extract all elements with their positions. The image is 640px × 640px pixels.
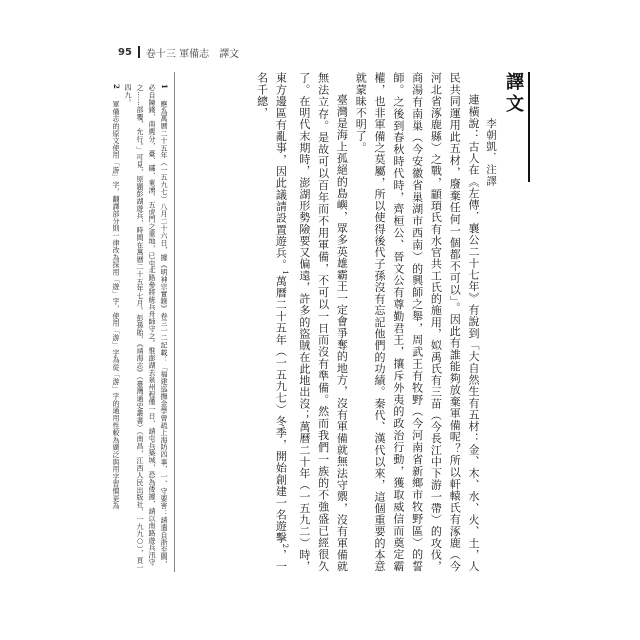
footnote-number: 1 — [160, 84, 169, 90]
running-header — [118, 44, 239, 60]
body-text — [122, 72, 482, 572]
paragraph-1-text: 連橫說：古人在《左傳．襄公二十七年》有說到「大自然生有五材：金、木、水、火、土，人民共同運用此五材，廢棄任何一個都不可以」。因此有誰能夠放棄軍備呢？所以軒轅氏有涿鹿（今河北省涿鹿縣）之戰，顓頊氏有水官共工氏的施用，姒禹氏有三苗（今長江中下游一帶）的攻伐，商湯有南巢（今安徽省巢湖市西南）的興師之舉，周武王有牧野（今河南省新鄉市牧野區）的誓師。之後到春秋時代時，齊桓公、晉文公有尊勤君王，攘斥外夷的政治行動，獲取威信而奠定霸權，也非軍備之莫屬，所以使得後代子孫沒有忘記他們的功績。秦代、漢代以來，這個重要的本意就蒙昧不明了。 — [354, 72, 480, 572]
notes-divider — [174, 72, 175, 572]
paragraph-2-end: ，一名千總， — [255, 72, 288, 572]
page-number: 95 — [118, 46, 132, 58]
footnote-number: 2 — [112, 84, 121, 90]
section-title-block — [484, 72, 530, 187]
note-ref-1[interactable]: 1 — [281, 270, 290, 276]
footnote-text: 軍備志的原文使用「游」字，翻譯部分則一律改為採用「遊」字，使用「游」字為從「游」字的通用性較為廣泛與用字習慣更為 — [112, 100, 120, 510]
section-title: 譯文 — [503, 72, 524, 116]
header-divider — [138, 46, 140, 58]
note-ref-2[interactable]: 2 — [281, 543, 290, 549]
paragraph-2-tail: 萬曆二十五年（一五九七）冬季，開始創建一名遊擊 — [274, 275, 288, 544]
running-title: 卷十三 軍備志 譯文 — [145, 48, 240, 60]
paragraph-2-text: 臺灣是海上孤絕的島嶼，眾多英雄霸王一定會爭奪的地方，沒有軍備就無法守禦，沒有軍備就無法立存。是故可以百年而不用軍備，不可以一日而沒有準備。然而我們一族的不強盛已經很久了。在明代末期時，澎湖形勢險要又偏遠，許多的盜賊在此地出沒；萬曆二十年（一五九二）時，東方邊區有亂事，因此議請設置遊兵。 — [274, 72, 349, 572]
footnote — [122, 84, 170, 572]
footnotes — [112, 84, 170, 572]
body-paragraph — [350, 72, 482, 572]
section-title-rule — [528, 72, 530, 182]
body-paragraph — [252, 72, 351, 572]
footnote-text: 應為萬曆二十五年（一五九七）八月二十六日，據《明神宗實錄》卷三一二記載：「福建巡撫金學曾疏上海防四事，一、守要害：請遣自浙至閩，必自陳錢、南麂分，臺、礵、東湧、五虎門之重地，已屯北路參將統兵舟師守之。惟澎湖去泉州程僅一日，請屯兵築城，恐為倭據，請以南路遊兵汛守之……部覆，允行。」可見，原題彭湖遊兵，時間在萬曆二十五年七月。彭孫貽，《靖海志》（臺灣通史叢書）（南昌，江西人民出版社，一九九○），頁一四九。 — [124, 84, 168, 572]
footnote — [110, 84, 122, 572]
section-authors: 李朝凱．注譯 — [485, 118, 497, 187]
